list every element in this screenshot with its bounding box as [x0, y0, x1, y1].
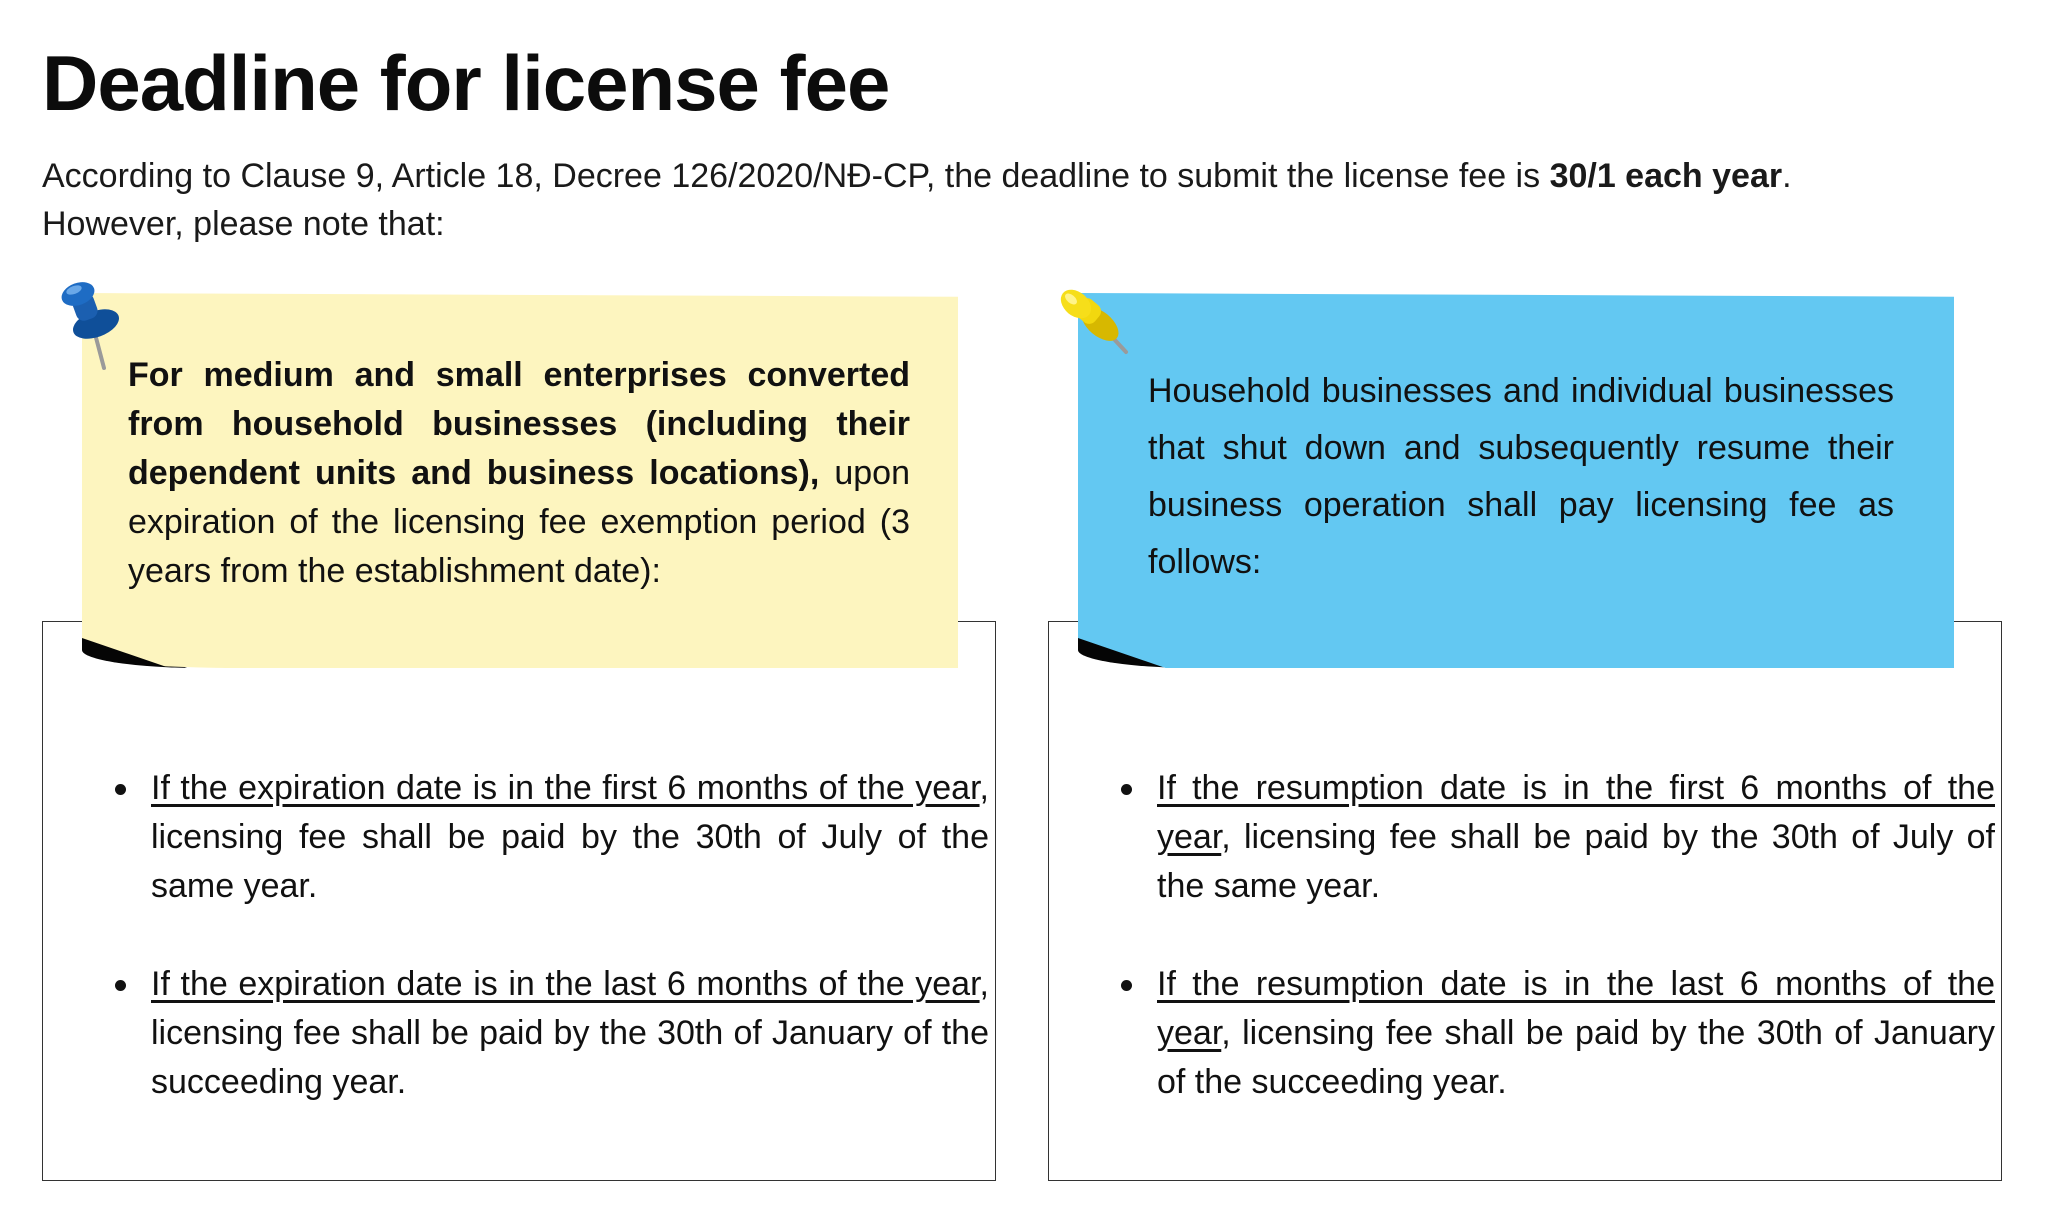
page-title: Deadline for license fee	[42, 39, 890, 127]
right-card-list	[1111, 764, 1995, 1156]
item-rule: , licensing fee shall be paid by the 30th of January of the succeeding year.	[1157, 1014, 1995, 1101]
bullet-icon	[115, 980, 126, 991]
item-condition: If the expiration date is in the last 6 months of the year	[151, 965, 980, 1003]
bullet-icon	[1121, 784, 1132, 795]
yellow-pushpin-icon	[1054, 284, 1134, 364]
note-bold-text: For medium and small enterprises converted from household businesses (including their dependent units and business locations),	[128, 356, 910, 492]
yellow-sticky-note	[82, 293, 958, 668]
blue-note-text: Household businesses and individual businesses that shut down and subsequently resume their business operation shall pay licensing fee as follows:	[1148, 372, 1894, 581]
list-item	[1111, 764, 1995, 911]
item-condition: If the resumption date is in the first 6 months of the year	[1157, 769, 1995, 856]
intro-period: .	[1782, 157, 1792, 195]
note-regular-text: upon expiration of the licensing fee exemption period (3 years from the establishment date):	[128, 454, 910, 590]
bullet-icon	[115, 784, 126, 795]
blue-pushpin-icon	[54, 280, 126, 372]
left-card-list	[105, 764, 989, 1156]
bullet-icon	[1121, 980, 1132, 991]
blue-sticky-note	[1078, 293, 1954, 668]
intro-paragraph	[42, 152, 1982, 248]
left-card	[42, 621, 996, 1181]
list-item	[105, 960, 989, 1107]
item-condition: If the expiration date is in the first 6 months of the year	[151, 769, 980, 807]
yellow-note-text	[128, 351, 910, 596]
intro-deadline: 30/1 each year	[1549, 157, 1783, 195]
intro-text: According to Clause 9, Article 18, Decree 126/2020/NĐ-CP, the deadline to submit the license fee is	[42, 157, 1550, 195]
item-rule: , licensing fee shall be paid by the 30th of July of the same year.	[1157, 818, 1995, 905]
item-condition: If the resumption date is in the last 6 months of the year	[1157, 965, 1995, 1052]
item-rule: , licensing fee shall be paid by the 30th of July of the same year.	[151, 769, 989, 905]
list-item	[105, 764, 989, 911]
intro-note: However, please note that:	[42, 205, 445, 243]
list-item	[1111, 960, 1995, 1107]
item-rule: , licensing fee shall be paid by the 30th of January of the succeeding year.	[151, 965, 989, 1101]
right-card	[1048, 621, 2002, 1181]
